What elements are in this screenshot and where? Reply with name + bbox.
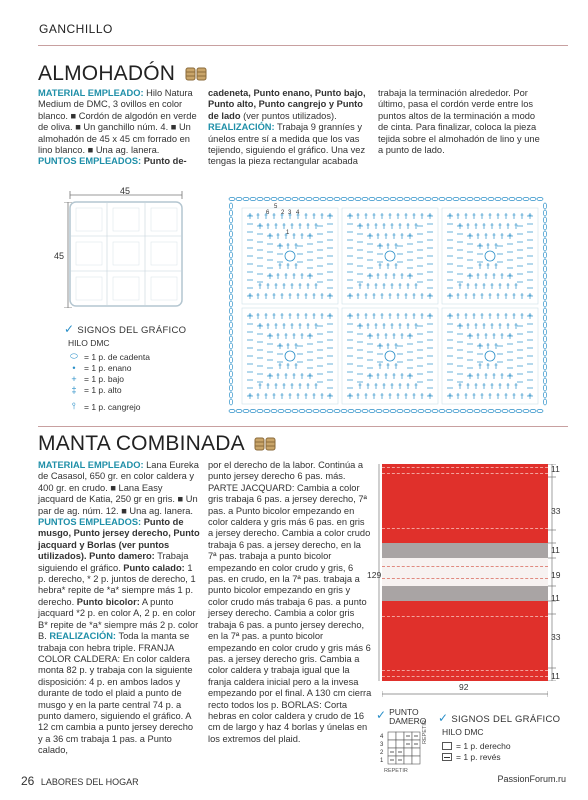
pillow-column-1 bbox=[38, 88, 200, 168]
stripe-caldera-top bbox=[382, 464, 548, 543]
stripe-line bbox=[382, 670, 548, 671]
chart-chain-mark bbox=[530, 409, 536, 412]
damero-title: PUNTO bbox=[389, 707, 419, 717]
chart-chain-mark bbox=[543, 273, 546, 279]
chart-chain-mark bbox=[543, 392, 546, 398]
chart-chain-mark bbox=[418, 409, 424, 412]
chart-chain-mark bbox=[229, 371, 232, 377]
blanket-realization-label: REALIZACIÓN: bbox=[49, 631, 117, 642]
blanket-realization-text: Toda la manta se trabaja con hebra triple. FRANJA COLOR CALDERA: En color caldera monta 82 p. y trabaja con la siguiente disposición: 4 p. en ambos lados y durante de todo el plaid a punto de musgo y en la parte central 74 p. a punto damero, siguiendo el gráfico. A 12 cm cambia a punto jersey derecho y a 36 cm trabaja 1 pas. a Punto calado, bbox=[38, 631, 194, 756]
stripe-crudo bbox=[382, 558, 548, 586]
single-crochet-icon: + bbox=[71, 373, 77, 384]
pillow-width-dim: 45 bbox=[120, 186, 131, 196]
chart-chain-mark bbox=[467, 197, 473, 200]
blanket-column-1 bbox=[38, 460, 200, 757]
damero-cell bbox=[412, 748, 420, 756]
yarn-icon bbox=[254, 437, 276, 451]
chain-symbol-icon: ⬭ bbox=[70, 351, 78, 361]
damero-title2: DAMERO bbox=[389, 716, 427, 726]
chart-chain-mark bbox=[292, 197, 298, 200]
chart-chain-mark bbox=[460, 197, 466, 200]
header-rule bbox=[38, 45, 568, 46]
chart-chain-mark bbox=[543, 245, 546, 251]
damero-cell bbox=[396, 732, 404, 740]
chart-chain-mark bbox=[543, 266, 546, 272]
legend-item-chain bbox=[64, 351, 186, 362]
granny-center-ring bbox=[385, 351, 395, 361]
purl-symbol-icon bbox=[442, 753, 452, 761]
legend-item-double bbox=[64, 384, 186, 395]
chart-round-number: 6 bbox=[266, 210, 270, 216]
pillow-material-text: Hilo Natura Medium de DMC, 3 ovillos en color blanco. ■ Cordón de algodón en verde de oliva. ■ Un ganchillo núm. 4. ■ Un almohadón de 45 x 45 cm forrado en lino blanco. ■ Una ag. lanera. bbox=[38, 88, 197, 156]
chart-chain-mark bbox=[229, 294, 232, 300]
chart-chain-mark bbox=[369, 197, 375, 200]
chart-chain-mark bbox=[453, 197, 459, 200]
damero-cell bbox=[388, 732, 396, 740]
damero-cell bbox=[412, 756, 420, 764]
height-arrow bbox=[376, 464, 382, 681]
chart-chain-mark bbox=[327, 197, 333, 200]
chart-chain-mark bbox=[341, 409, 347, 412]
chart-chain-mark bbox=[355, 409, 361, 412]
chart-chain-mark bbox=[411, 409, 417, 412]
dim-upper: 33 bbox=[551, 506, 561, 516]
chart-chain-mark bbox=[229, 364, 232, 370]
chart-chain-mark bbox=[543, 203, 546, 209]
chart-chain-mark bbox=[229, 409, 235, 412]
chart-chain-mark bbox=[229, 350, 232, 356]
watermark: PassionForum.ru bbox=[497, 774, 566, 784]
chart-chain-mark bbox=[229, 245, 232, 251]
chart-chain-mark bbox=[543, 301, 546, 307]
dim-center: 19 bbox=[551, 570, 561, 580]
chart-chain-mark bbox=[348, 409, 354, 412]
chart-chain-mark bbox=[543, 280, 546, 286]
check-icon: ✓ bbox=[376, 708, 387, 722]
damero-row-label: 2 bbox=[380, 750, 384, 756]
chart-chain-mark bbox=[439, 197, 445, 200]
chart-chain-mark bbox=[543, 329, 546, 335]
dim-lower: 33 bbox=[551, 632, 561, 642]
damero-text: Trabaja siguiendo el gráfico. bbox=[38, 551, 189, 573]
pillow-legend bbox=[64, 322, 186, 412]
dim-mid1: 11 bbox=[551, 545, 560, 555]
magazine-name: LABORES DEL HOGAR bbox=[40, 777, 139, 787]
blanket-legend-sub: HILO DMC bbox=[442, 727, 484, 737]
blanket-legend bbox=[438, 711, 560, 762]
stripe-line bbox=[382, 578, 548, 579]
chart-chain-mark bbox=[537, 409, 543, 412]
legend-item-text: = 1 p. de cadenta bbox=[84, 351, 150, 362]
pillow-crochet-chart bbox=[226, 194, 550, 416]
chart-chain-mark bbox=[362, 409, 368, 412]
chart-chain-mark bbox=[467, 409, 473, 412]
chart-chain-mark bbox=[383, 197, 389, 200]
chart-chain-mark bbox=[271, 197, 277, 200]
chart-chain-mark bbox=[481, 409, 487, 412]
chart-round-number: 3 bbox=[288, 210, 292, 216]
stripe-grey-1 bbox=[382, 543, 548, 558]
legend-item-text: = 1 p. derecho bbox=[456, 740, 511, 751]
granny-square-outline bbox=[442, 208, 538, 304]
chart-chain-mark bbox=[334, 197, 340, 200]
chart-chain-mark bbox=[543, 371, 546, 377]
damero-cell bbox=[404, 748, 412, 756]
granny-square-outline bbox=[342, 308, 438, 404]
chart-chain-mark bbox=[341, 197, 347, 200]
granny-square-outline bbox=[442, 308, 538, 404]
chart-chain-mark bbox=[229, 301, 232, 307]
pillow-legend-sub: HILO DMC bbox=[68, 338, 110, 348]
chart-chain-mark bbox=[278, 409, 284, 412]
pillow-realization-text: Trabaja 9 granníes y únelos entre sí a medida que los vas tejiendo, siguiendo el gráfico. Una vez tengas la pieza rectangular acabada bbox=[208, 122, 366, 167]
damero-cell bbox=[396, 740, 404, 748]
pillow-height-arrow bbox=[64, 202, 72, 308]
chart-chain-mark bbox=[390, 197, 396, 200]
damero-repeat-h: REPETIR bbox=[384, 768, 408, 774]
stripe-line bbox=[382, 616, 548, 617]
chart-chain-mark bbox=[229, 322, 232, 328]
chart-chain-mark bbox=[278, 197, 284, 200]
legend-item-purl bbox=[438, 751, 560, 762]
chart-chain-mark bbox=[481, 197, 487, 200]
pillow-material-label: MATERIAL EMPLEADO: bbox=[38, 88, 144, 98]
width-arrow bbox=[382, 691, 548, 697]
page-footer bbox=[21, 774, 139, 788]
blanket-stitches-text: Punto de musgo, Punto jersey derecho, Punto jacquard y Borlas (ver puntos utilizados). bbox=[38, 517, 200, 562]
chart-chain-mark bbox=[439, 409, 445, 412]
chart-chain-mark bbox=[543, 343, 546, 349]
blanket-stitches-label: PUNTOS EMPLEADOS: bbox=[38, 517, 142, 528]
pillow-realization-label: REALIZACIÓN: bbox=[208, 122, 275, 133]
dim-width: 92 bbox=[459, 682, 469, 692]
chart-chain-mark bbox=[432, 409, 438, 412]
chart-chain-mark bbox=[383, 409, 389, 412]
pillow-column-2 bbox=[208, 88, 370, 168]
bicolor-text: A punto jacquard *2 p. en color A, 2 p. en color B* repite de *a* siempre más 2 p. color B. bbox=[38, 596, 199, 642]
calado-label: Punto calado: bbox=[123, 562, 185, 573]
double-crochet-icon: ‡ bbox=[71, 384, 77, 395]
blanket-legend-title-text: SIGNOS DEL GRÁFICO bbox=[451, 714, 561, 725]
granny-center-ring bbox=[485, 251, 495, 261]
chart-chain-mark bbox=[229, 252, 232, 258]
granny-square-outline bbox=[342, 208, 438, 304]
chart-chain-mark bbox=[543, 364, 546, 370]
chart-chain-mark bbox=[229, 203, 232, 209]
chart-chain-mark bbox=[229, 280, 232, 286]
damero-label: Punto damero: bbox=[89, 551, 155, 562]
legend-item-single bbox=[64, 373, 186, 384]
chart-chain-mark bbox=[509, 197, 515, 200]
bicolor-label: Punto bicolor: bbox=[76, 596, 140, 607]
chart-chain-mark bbox=[236, 197, 242, 200]
granny-center-ring bbox=[485, 351, 495, 361]
chart-chain-mark bbox=[229, 287, 232, 293]
chart-chain-mark bbox=[229, 315, 232, 321]
chart-chain-mark bbox=[537, 197, 543, 200]
legend-item-crab bbox=[64, 401, 186, 412]
chart-chain-mark bbox=[425, 197, 431, 200]
chart-chain-mark bbox=[229, 238, 232, 244]
pillow-stitches-note: (ver puntos utilizados). bbox=[243, 110, 337, 121]
chart-chain-mark bbox=[355, 197, 361, 200]
chart-chain-mark bbox=[299, 197, 305, 200]
chart-chain-mark bbox=[446, 409, 452, 412]
chart-chain-mark bbox=[543, 378, 546, 384]
chart-chain-mark bbox=[488, 409, 494, 412]
page-number: 26 bbox=[21, 774, 35, 788]
pillow-stitches-start: Punto de- bbox=[143, 156, 187, 167]
damero-row-label: 1 bbox=[380, 758, 384, 764]
chart-chain-mark bbox=[502, 197, 508, 200]
chart-chain-mark bbox=[320, 197, 326, 200]
damero-row-label: 3 bbox=[380, 742, 384, 748]
chart-chain-mark bbox=[425, 409, 431, 412]
damero-cell bbox=[388, 740, 396, 748]
chart-chain-mark bbox=[446, 197, 452, 200]
check-icon: ✓ bbox=[64, 322, 75, 336]
chart-chain-mark bbox=[285, 409, 291, 412]
chart-chain-mark bbox=[376, 197, 382, 200]
chart-chain-mark bbox=[543, 252, 546, 258]
chart-chain-mark bbox=[516, 409, 522, 412]
chart-chain-mark bbox=[229, 343, 232, 349]
granny-center-ring bbox=[385, 251, 395, 261]
chart-chain-mark bbox=[243, 197, 249, 200]
chart-round-number: 5 bbox=[274, 204, 278, 210]
chart-chain-mark bbox=[229, 224, 232, 230]
chart-chain-mark bbox=[229, 378, 232, 384]
chart-chain-mark bbox=[229, 259, 232, 265]
chart-chain-mark bbox=[453, 409, 459, 412]
blanket-title bbox=[38, 432, 276, 456]
chart-chain-mark bbox=[460, 409, 466, 412]
chart-chain-mark bbox=[362, 197, 368, 200]
blanket-legend-title bbox=[438, 711, 560, 725]
stripe-line bbox=[382, 676, 548, 677]
pillow-title-text: ALMOHADÓN bbox=[38, 62, 176, 85]
legend-item-text: = 1 p. enano bbox=[84, 362, 132, 373]
chart-chain-mark bbox=[404, 197, 410, 200]
chart-chain-mark bbox=[250, 409, 256, 412]
pillow-title bbox=[38, 62, 207, 86]
chart-chain-mark bbox=[523, 197, 529, 200]
stripe-line bbox=[382, 473, 548, 474]
chart-chain-mark bbox=[229, 197, 235, 200]
chart-chain-mark bbox=[313, 409, 319, 412]
chart-round-number: 2 bbox=[281, 210, 285, 216]
dim-height: 129 bbox=[367, 570, 382, 580]
section-header: GANCHILLO bbox=[39, 22, 113, 36]
chart-chain-mark bbox=[271, 409, 277, 412]
chart-chain-mark bbox=[306, 197, 312, 200]
chart-chain-mark bbox=[243, 409, 249, 412]
chart-chain-mark bbox=[502, 409, 508, 412]
stripe-line bbox=[382, 566, 548, 567]
check-icon: ✓ bbox=[438, 711, 449, 725]
chart-chain-mark bbox=[285, 197, 291, 200]
chart-chain-mark bbox=[474, 197, 480, 200]
chart-round-number: 4 bbox=[296, 210, 300, 216]
damero-repeat-v: REPETIR bbox=[422, 720, 428, 744]
chart-chain-mark bbox=[390, 409, 396, 412]
pillow-realization-continued: trabaja la terminación alrededor. Por último, pasa el cordón verde entre los puntos altos de la terminación a modo de cinta. Para finalizar, coloca la pieza tejida sobre el almohadón de lino y une a punto de lado. bbox=[378, 88, 540, 156]
legend-item-knit bbox=[438, 740, 560, 751]
blanket-realization-continued: por el derecho de la labor. Continúa a punto jersey derecho 6 pas. más. PARTE JACQUARD: Cambia a color gris trabaja 6 pas. a jersey derecho, 7ª pas. a Punto bicolor empezando en color caldera y gris más 6 pas. en gris a jersey derecho. Cambia a color crudo trabaja 6 pas. a jersey derecho, en la 7ª pas. trabaja a punto bicolor empezando en color crudo y gris, 6 pas. en crudo, en la 7ª pas. trabaja a punto bicolor empezando en gris y color crudo más trabaja 6 pas. a punto jersey derecho. Cambia a color gris trabaja 6 pas. a punto jersey derecho, en la 7ª pas. a punto bicolor empezando en color crudo y gris más 6 pas. a jersey derecho gris. Cambia a color caldera y trabaja igual que la franja caldera inicial pero a la invesa empezando por el final. A 130 cm cierra recto todos los p. BORLAS: Corta hebras en color caldera y crudo de 16 cm de largo y haz 4 borlas y únelas en los extremos del plaid. bbox=[208, 460, 372, 744]
chart-chain-mark bbox=[334, 409, 340, 412]
chart-chain-mark bbox=[229, 385, 232, 391]
chart-chain-mark bbox=[229, 399, 232, 405]
pillow-legend-title-text: SIGNOS DEL GRÁFICO bbox=[77, 325, 187, 336]
chart-chain-mark bbox=[229, 231, 232, 237]
chart-chain-mark bbox=[369, 409, 375, 412]
chart-chain-mark bbox=[397, 197, 403, 200]
chart-chain-mark bbox=[250, 197, 256, 200]
section-rule bbox=[38, 426, 568, 427]
chart-chain-mark bbox=[495, 197, 501, 200]
pillow-thumbnail bbox=[66, 190, 186, 310]
chart-chain-mark bbox=[543, 238, 546, 244]
chart-chain-mark bbox=[488, 197, 494, 200]
legend-item-slip bbox=[64, 362, 186, 373]
chart-chain-mark bbox=[543, 322, 546, 328]
chart-chain-mark bbox=[418, 197, 424, 200]
chart-chain-mark bbox=[229, 273, 232, 279]
chart-chain-mark bbox=[229, 357, 232, 363]
damero-row-label: 4 bbox=[380, 734, 384, 740]
chart-chain-mark bbox=[257, 409, 263, 412]
chart-chain-mark bbox=[236, 409, 242, 412]
chart-chain-mark bbox=[543, 210, 546, 216]
chart-chain-mark bbox=[543, 217, 546, 223]
knit-symbol-icon bbox=[442, 742, 452, 750]
blanket-material-text: Lana Eureka de Casasol, 650 gr. en color caldera y 400 gr. en crudo. ■ Lana Easy jacquard de Katia, 250 gr en gris. ■ Un par de ag. núm. 12. ■ Una ag. lanera. bbox=[38, 460, 199, 516]
pillow-column-3 bbox=[378, 88, 546, 156]
chart-chain-mark bbox=[264, 409, 270, 412]
chart-chain-mark bbox=[495, 409, 501, 412]
chart-chain-mark bbox=[257, 197, 263, 200]
chart-chain-mark bbox=[313, 197, 319, 200]
chart-chain-mark bbox=[229, 336, 232, 342]
chart-chain-mark bbox=[229, 308, 232, 314]
chart-chain-mark bbox=[376, 409, 382, 412]
legend-item-text: = 1 p. bajo bbox=[84, 373, 124, 384]
chart-chain-mark bbox=[509, 409, 515, 412]
chart-chain-mark bbox=[543, 308, 546, 314]
chart-round-number: 1 bbox=[286, 230, 290, 236]
chart-chain-mark bbox=[543, 259, 546, 265]
chart-chain-mark bbox=[543, 287, 546, 293]
stripe-grey-2 bbox=[382, 586, 548, 601]
chart-chain-mark bbox=[229, 266, 232, 272]
stripe-line bbox=[382, 528, 548, 529]
calado-text: 1 p. derecho, * 2 p. juntos de derecho, 1 hebra* repite de *a* siempre más 1 p. derecho. bbox=[38, 562, 196, 607]
granny-center-ring bbox=[285, 351, 295, 361]
blanket-material-label: MATERIAL EMPLEADO: bbox=[38, 460, 144, 470]
chart-chain-mark bbox=[320, 409, 326, 412]
crab-stitch-icon: ⫯ bbox=[72, 401, 76, 411]
damero-cell bbox=[404, 756, 412, 764]
chart-chain-mark bbox=[229, 217, 232, 223]
blanket-title-text: MANTA COMBINADA bbox=[38, 432, 244, 455]
pillow-stitches-continued: cadeneta, Punto enano, Punto bajo, Punto alto, Punto cangrejo y Punto de lado bbox=[208, 88, 366, 121]
chart-chain-mark bbox=[327, 409, 333, 412]
yarn-icon bbox=[185, 67, 207, 81]
dim-bottom: 11 bbox=[551, 671, 560, 681]
chart-chain-mark bbox=[543, 224, 546, 230]
pillow-height-dim: 45 bbox=[54, 251, 65, 261]
legend-item-text: = 1 p. alto bbox=[84, 384, 122, 395]
chart-chain-mark bbox=[348, 197, 354, 200]
chart-chain-mark bbox=[306, 409, 312, 412]
dim-mid2: 11 bbox=[551, 593, 560, 603]
chart-chain-mark bbox=[543, 399, 546, 405]
pillow-legend-title bbox=[64, 322, 186, 336]
chart-chain-mark bbox=[474, 409, 480, 412]
chart-chain-mark bbox=[543, 357, 546, 363]
legend-item-text: = 1 p. revés bbox=[456, 751, 501, 762]
pillow-stitches-label: PUNTOS EMPLEADOS: bbox=[38, 156, 142, 167]
legend-item-text: = 1 p. cangrejo bbox=[84, 401, 141, 412]
chart-chain-mark bbox=[543, 385, 546, 391]
chart-chain-mark bbox=[229, 210, 232, 216]
chart-chain-mark bbox=[543, 294, 546, 300]
chart-chain-mark bbox=[299, 409, 305, 412]
damero-block bbox=[376, 708, 426, 726]
blanket-column-2 bbox=[208, 460, 372, 745]
chart-chain-mark bbox=[523, 409, 529, 412]
blanket-diagram bbox=[382, 464, 548, 681]
chart-chain-mark bbox=[530, 197, 536, 200]
stripe-caldera-bottom bbox=[382, 601, 548, 681]
granny-center-ring bbox=[285, 251, 295, 261]
granny-square-outline bbox=[242, 208, 338, 304]
stripe-line bbox=[382, 467, 548, 468]
chart-chain-mark bbox=[404, 409, 410, 412]
chart-chain-mark bbox=[411, 197, 417, 200]
chart-chain-mark bbox=[432, 197, 438, 200]
chart-chain-mark bbox=[397, 409, 403, 412]
chart-chain-mark bbox=[543, 336, 546, 342]
dim-top: 11 bbox=[551, 464, 560, 474]
chart-chain-mark bbox=[543, 231, 546, 237]
chart-chain-mark bbox=[516, 197, 522, 200]
granny-square-outline bbox=[242, 308, 338, 404]
slip-symbol-icon: • bbox=[72, 362, 76, 373]
chart-chain-mark bbox=[229, 392, 232, 398]
chart-chain-mark bbox=[543, 350, 546, 356]
chart-chain-mark bbox=[292, 409, 298, 412]
chart-chain-mark bbox=[229, 329, 232, 335]
chart-chain-mark bbox=[264, 197, 270, 200]
chart-chain-mark bbox=[543, 315, 546, 321]
